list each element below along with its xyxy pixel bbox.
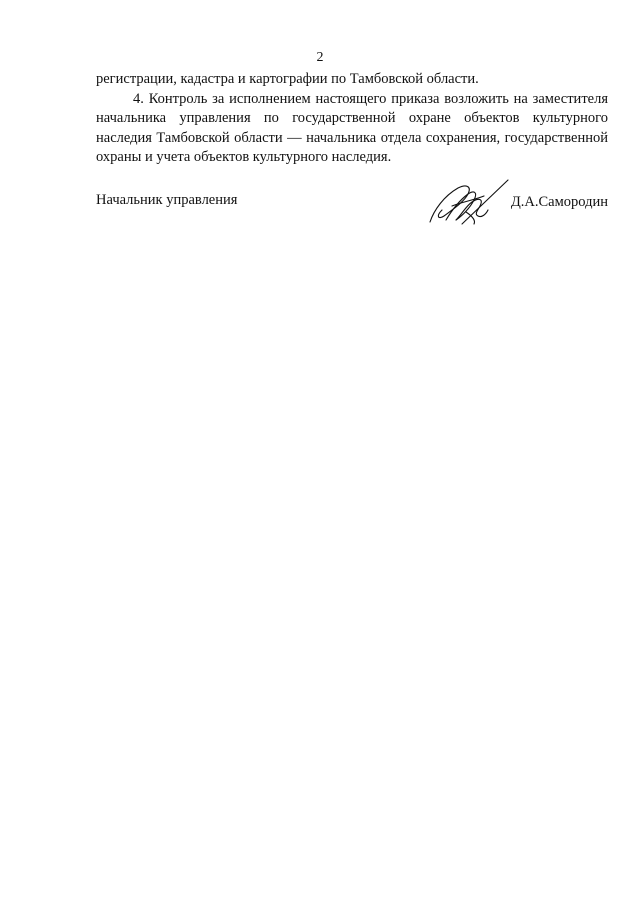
paragraph-item-4: 4. Контроль за исполнением настоящего приказа возложить на заместителя начальника управления по государственной охране объектов культурного наследия Тамбовской области — начальника отдела сохранения, государственной охраны и учета объектов культурного наследия. [96,90,608,165]
document-body [96,70,608,168]
page-number: 2 [316,50,324,65]
signer-name: Д.А.Самородин [510,194,608,210]
signer-title: Начальник управления [96,192,238,208]
signature-block [96,180,608,240]
handwritten-signature-icon [422,176,510,228]
paragraph-continuation: регистрации, кадастра и картографии по Тамбовской области. [96,71,479,87]
